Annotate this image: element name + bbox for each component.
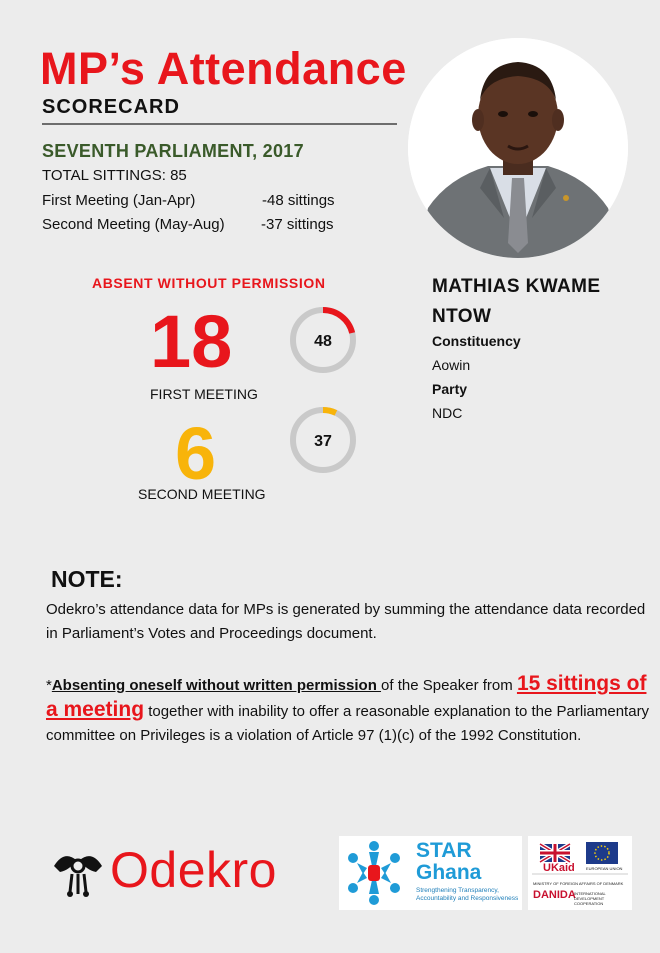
constitution-note bbox=[46, 672, 656, 748]
law-underlined: Absenting oneself without written permission bbox=[51, 677, 382, 694]
odekro-wordmark: Odekro bbox=[110, 842, 277, 898]
total-sittings: TOTAL SITTINGS: 85 bbox=[42, 167, 187, 184]
first-meeting-gauge bbox=[288, 305, 358, 375]
odekro-emblem-icon bbox=[50, 840, 106, 904]
star-subtitle: Ghana bbox=[416, 861, 482, 884]
mp-name: MATHIAS KWAME NTOW bbox=[432, 276, 601, 327]
first-meeting-absent-count: 18 bbox=[150, 300, 233, 383]
party-label: Party bbox=[432, 381, 468, 397]
note-body: Odekro’s attendance data for MPs is generated by summing the attendance data recorded in Parliament’s Votes and Proceedings document. bbox=[46, 601, 646, 642]
second-meeting-label: Second Meeting (May-Aug) bbox=[42, 216, 225, 233]
note-title: NOTE: bbox=[51, 566, 123, 592]
second-meeting-caption: SECOND MEETING bbox=[138, 486, 266, 502]
star-ghana-figures-icon bbox=[339, 836, 409, 910]
second-meeting-gauge bbox=[288, 405, 358, 475]
constituency-label: Constituency bbox=[432, 333, 521, 349]
first-gauge-value: 48 bbox=[314, 333, 332, 350]
ukaid-wordmark: UKaid bbox=[543, 862, 575, 874]
page-title: MP’s Attendance bbox=[40, 43, 407, 94]
star-title: STAR bbox=[416, 839, 472, 862]
constituency-value: Aowin bbox=[432, 357, 471, 373]
second-meeting-absent-count: 6 bbox=[175, 412, 217, 495]
page-subtitle: SCORECARD bbox=[42, 96, 180, 118]
danida-subtitle: INTERNATIONAL DEVELOPMENT COOPERATION bbox=[574, 891, 606, 906]
absent-heading: ABSENT WITHOUT PERMISSION bbox=[92, 275, 326, 291]
second-meeting-sittings: -37 sittings bbox=[261, 216, 334, 233]
first-meeting-caption: FIRST MEETING bbox=[150, 386, 258, 402]
danida-wordmark: DANIDA bbox=[533, 889, 576, 901]
party-value: NDC bbox=[432, 405, 463, 421]
second-gauge-value: 37 bbox=[314, 433, 332, 450]
star-tagline: Strengthening Transparency, Accountability and Responsiveness bbox=[416, 887, 519, 902]
law-rest: together with inability to offer a reasonable explanation to the Parliamentary committee on Privileges is a violation of Article 97 (1)(c) of the 1992 Constitution. bbox=[46, 703, 650, 744]
uk-flag-icon bbox=[540, 844, 570, 862]
eu-flag-icon bbox=[586, 842, 618, 864]
denmark-ministry: MINISTRY OF FOREIGN AFFAIRS OF DENMARK bbox=[533, 881, 624, 886]
parliament-label: SEVENTH PARLIAMENT, 2017 bbox=[42, 141, 304, 161]
first-meeting-label: First Meeting (Jan-Apr) bbox=[42, 192, 196, 209]
mp-portrait-illustration bbox=[408, 38, 628, 258]
header-divider bbox=[42, 123, 397, 125]
mp-portrait bbox=[408, 38, 628, 258]
law-highlight: 15 sittings of a meeting bbox=[46, 672, 647, 721]
eu-label: EUROPEAN UNION bbox=[586, 866, 623, 871]
law-prefix: * bbox=[46, 677, 52, 694]
law-mid: of the Speaker from bbox=[381, 677, 517, 694]
first-meeting-sittings: -48 sittings bbox=[262, 192, 335, 209]
